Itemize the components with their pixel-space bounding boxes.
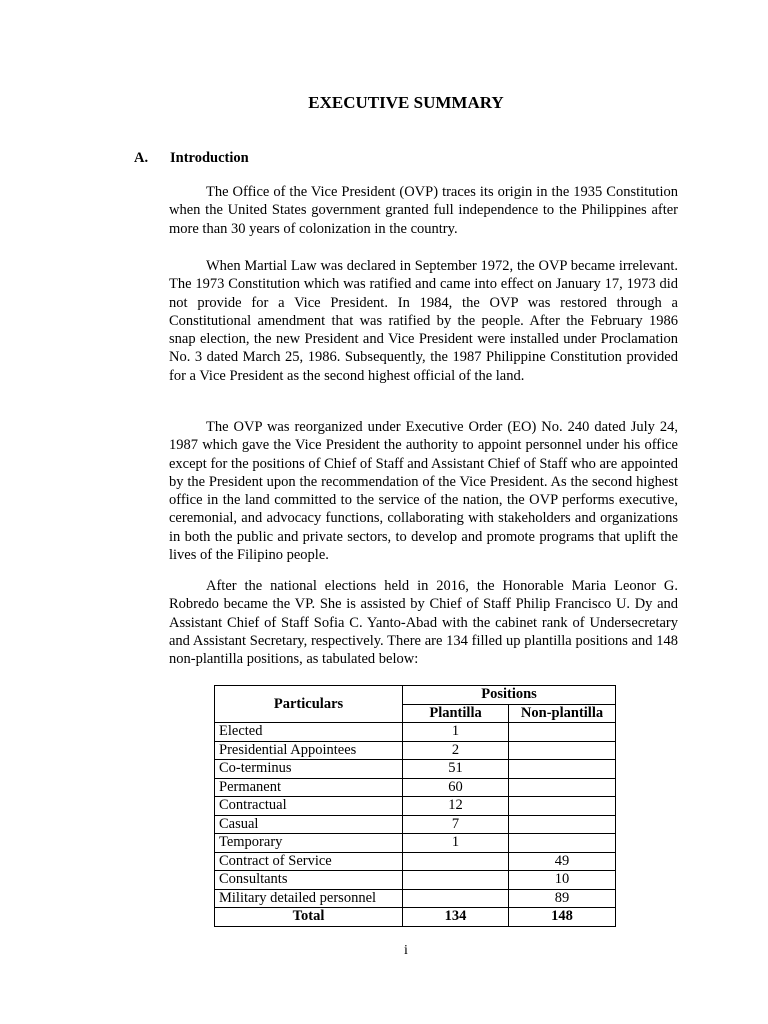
row-nonplantilla <box>509 778 616 797</box>
page-number: i <box>404 943 408 958</box>
row-plantilla: 1 <box>403 723 509 742</box>
row-nonplantilla <box>509 815 616 834</box>
row-nonplantilla: 49 <box>509 852 616 871</box>
row-label: Presidential Appointees <box>215 741 403 760</box>
row-label: Permanent <box>215 778 403 797</box>
paragraph-origin: The Office of the Vice President (OVP) traces its origin in the 1935 Constitution when the United States government granted full independence to the Philippines after more than 30 years of colonization in the country. <box>169 184 678 237</box>
row-plantilla: 12 <box>403 797 509 816</box>
table-row <box>215 889 616 908</box>
header-particulars: Particulars <box>215 686 403 723</box>
section-heading-text: Introduction <box>170 150 249 166</box>
section-heading <box>134 150 249 167</box>
total-nonplantilla: 148 <box>509 908 616 927</box>
row-nonplantilla: 89 <box>509 889 616 908</box>
row-label: Temporary <box>215 834 403 853</box>
row-plantilla <box>403 871 509 890</box>
table-row <box>215 797 616 816</box>
row-label: Co-terminus <box>215 760 403 779</box>
table-row <box>215 760 616 779</box>
section-letter: A. <box>134 150 149 166</box>
document-title: EXECUTIVE SUMMARY <box>308 93 504 112</box>
table-header-row <box>215 686 616 705</box>
table-total-row <box>215 908 616 927</box>
table-row <box>215 871 616 890</box>
table-row <box>215 741 616 760</box>
header-nonplantilla: Non-plantilla <box>509 704 616 723</box>
row-nonplantilla <box>509 741 616 760</box>
row-plantilla: 7 <box>403 815 509 834</box>
row-plantilla <box>403 852 509 871</box>
row-label: Elected <box>215 723 403 742</box>
total-plantilla: 134 <box>403 908 509 927</box>
row-label: Consultants <box>215 871 403 890</box>
row-label: Casual <box>215 815 403 834</box>
row-nonplantilla: 10 <box>509 871 616 890</box>
row-nonplantilla <box>509 760 616 779</box>
row-nonplantilla <box>509 797 616 816</box>
header-positions: Positions <box>403 686 616 705</box>
table-row <box>215 778 616 797</box>
table-row <box>215 852 616 871</box>
table-row <box>215 834 616 853</box>
total-label: Total <box>215 908 403 927</box>
row-plantilla: 51 <box>403 760 509 779</box>
row-plantilla <box>403 889 509 908</box>
row-plantilla: 2 <box>403 741 509 760</box>
paragraph-martial-law: When Martial Law was declared in September 1972, the OVP became irrelevant. The 1973 Constitution which was ratified and came into effect on January 17, 1973 did not provide for a Vice President. In 1984, the OVP was restored through a Constitutional amendment that was ratified by the people. After the February 1986 snap election, the new President and Vice President were installed under Proclamation No. 3 dated March 25, 1986. Subsequently, the 1987 Philippine Constitution provided for a Vice President as the second highest official of the land. <box>169 258 678 384</box>
row-nonplantilla <box>509 834 616 853</box>
positions-table <box>214 685 616 927</box>
table-row <box>215 815 616 834</box>
row-nonplantilla <box>509 723 616 742</box>
header-plantilla: Plantilla <box>403 704 509 723</box>
row-label: Military detailed personnel <box>215 889 403 908</box>
paragraph-2016-elections: After the national elections held in 2016, the Honorable Maria Leonor G. Robredo became the VP. She is assisted by Chief of Staff Philip Francisco U. Dy and Assistant Chief of Staff Sofia C. Yanto-Abad with the cabinet rank of Undersecretary and Assistant Secretary, respectively. There are 134 filled up plantilla positions and 148 non-plantilla positions, as tabulated below: <box>169 578 678 668</box>
row-plantilla: 60 <box>403 778 509 797</box>
table-row <box>215 723 616 742</box>
row-label: Contractual <box>215 797 403 816</box>
row-label: Contract of Service <box>215 852 403 871</box>
row-plantilla: 1 <box>403 834 509 853</box>
paragraph-reorganization: The OVP was reorganized under Executive Order (EO) No. 240 dated July 24, 1987 which gave the Vice President the authority to appoint personnel under his office except for the positions of Chief of Staff and Assistant Chief of Staff who are appointed by the President upon the recommendation of the Vice President. As the second highest office in the land committed to the service of the nation, the OVP performs executive, ceremonial, and advocacy functions, collaborating with stakeholders and organizations in both the public and private sectors, to develop and promote programs that uplift the lives of the Filipino people. <box>169 419 678 564</box>
